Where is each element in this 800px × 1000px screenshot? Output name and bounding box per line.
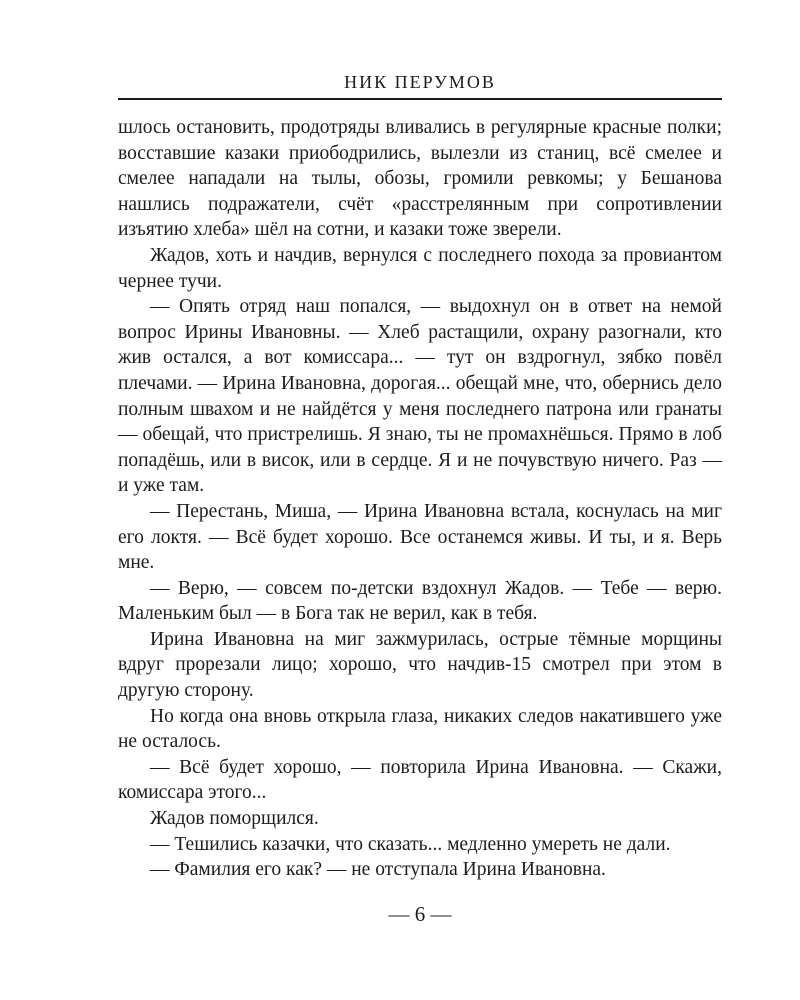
paragraph: — Опять отряд наш попался, — выдохнул он в ответ на немой вопрос Ирины Ивановны. — Хлеб растащили, охрану разогнали, кто жив остался, а вот комиссара... — тут он вздрогнул, зябко повёл плечами. — Ирина Ивановна, дорогая... обещай мне, что, обернись дело полным швахом и не найдётся у меня последнего патрона или гранаты — обещай, что пристрелишь. Я знаю, ты не промахнёшься. Прямо в лоб попадёшь, или в висок, или в сердце. Я и не почувствую ничего. Раз — и уже там. (118, 296, 722, 497)
paragraph: Но когда она вновь открыла глаза, никаких следов накатившего уже не осталось. (118, 705, 722, 753)
page-number: — 6 — (388, 902, 452, 926)
body-text (118, 115, 722, 883)
header-rule (118, 98, 722, 100)
paragraph: — Перестань, Миша, — Ирина Ивановна встала, коснулась на миг его локтя. — Всё будет хорошо. Все останемся живы. И ты, и я. Верь мне. (118, 500, 722, 574)
paragraph: шлось остановить, продотряды вливались в регулярные красные полки; восставшие казаки приободрились, вылезли из станиц, всё смелее и смелее нападали на тылы, обозы, громили ревкомы; у Бешанова нашлись подражатели, счёт «расстрелянным при сопротивлении изъятию хлеба» шёл на сотни, и казаки тоже зверели. (118, 117, 722, 241)
book-page (118, 0, 722, 1000)
paragraph: — Фамилия его как? — не отступала Ирина Ивановна. (150, 859, 606, 881)
paragraph: Жадов, хоть и начдив, вернулся с последнего похода за провиантом чернее тучи. (118, 244, 722, 292)
paragraph: Ирина Ивановна на миг зажмурилась, острые тёмные морщины вдруг прорезали лицо; хорошо, что начдив-15 смотрел при этом в другую сторону. (118, 628, 722, 702)
paragraph: Жадов поморщился. (150, 808, 319, 830)
paragraph: — Тешились казачки, что сказать... медленно умереть не дали. (150, 833, 671, 855)
running-head: НИК ПЕРУМОВ (344, 72, 496, 92)
paragraph: — Всё будет хорошо, — повторила Ирина Ивановна. — Скажи, комиссара этого... (118, 756, 722, 804)
paragraph: — Верю, — совсем по-детски вздохнул Жадов. — Тебе — верю. Маленьким был — в Бога так не верил, как в тебя. (118, 577, 722, 625)
